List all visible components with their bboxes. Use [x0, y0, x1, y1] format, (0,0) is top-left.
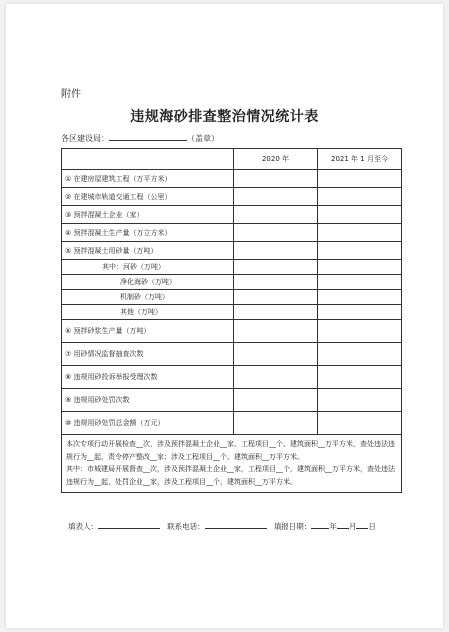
document-title: 违规海砂排查整治情况统计表: [130, 109, 319, 125]
value-cell-2020[interactable]: [234, 412, 318, 435]
filler-label: 填表人：: [68, 522, 98, 531]
row-label: 机制砂（万吨）: [62, 290, 234, 305]
region-line: [61, 132, 219, 144]
table-row: [62, 389, 402, 412]
row-label: 净化海砂（万吨）: [62, 275, 234, 290]
year-blank: [311, 520, 329, 529]
value-cell-2021[interactable]: [318, 206, 402, 224]
seal-label: （盖章）: [187, 134, 219, 143]
row-label: ⑦ 用砂情况监督抽查次数: [62, 343, 234, 366]
document-page: [6, 4, 443, 628]
value-cell-2020[interactable]: [234, 389, 318, 412]
row-label: ⑧ 违规用砂投诉举报受理次数: [62, 366, 234, 389]
month-label: 月: [348, 522, 357, 531]
header-cell-2020: 2020 年: [234, 149, 318, 170]
row-label: ⑥ 预拌砂浆生产量（万吨）: [62, 320, 234, 343]
table-row: [62, 224, 402, 242]
table-row: [62, 305, 402, 320]
table-row: [62, 242, 402, 260]
value-cell-2021[interactable]: [318, 275, 402, 290]
value-cell-2021[interactable]: [318, 170, 402, 188]
value-cell-2021[interactable]: [318, 389, 402, 412]
value-cell-2021[interactable]: [318, 343, 402, 366]
row-label: ⑤ 预拌混凝土用砂量（万吨）: [62, 242, 234, 260]
value-cell-2020[interactable]: [234, 366, 318, 389]
row-label: 其他（万吨）: [62, 305, 234, 320]
day-blank: [356, 520, 368, 529]
value-cell-2020[interactable]: [234, 224, 318, 242]
notes-row: [62, 435, 402, 493]
table-header-row: [62, 149, 402, 170]
table-row: [62, 366, 402, 389]
table-body: [62, 170, 402, 435]
row-label: ③ 预拌混凝土企业（家）: [62, 206, 234, 224]
row-label: ④ 预拌混凝土生产量（万立方米）: [62, 224, 234, 242]
value-cell-2021[interactable]: [318, 290, 402, 305]
table-row: [62, 343, 402, 366]
value-cell-2021[interactable]: [318, 366, 402, 389]
attachment-label: 附件: [61, 89, 81, 100]
value-cell-2020[interactable]: [234, 206, 318, 224]
filler-blank: [98, 520, 160, 529]
value-cell-2020[interactable]: [234, 170, 318, 188]
value-cell-2020[interactable]: [234, 260, 318, 275]
value-cell-2020[interactable]: [234, 343, 318, 366]
value-cell-2021[interactable]: [318, 260, 402, 275]
notes-cell: [62, 435, 402, 493]
value-cell-2021[interactable]: [318, 412, 402, 435]
statistics-table: [61, 148, 402, 493]
table-row: [62, 275, 402, 290]
value-cell-2020[interactable]: [234, 275, 318, 290]
value-cell-2020[interactable]: [234, 305, 318, 320]
value-cell-2020[interactable]: [234, 290, 318, 305]
row-label: ⑨ 违规用砂处罚次数: [62, 389, 234, 412]
value-cell-2020[interactable]: [234, 242, 318, 260]
table-row: [62, 260, 402, 275]
row-label: ① 在建房屋建筑工程（万平方米）: [62, 170, 234, 188]
table-row: [62, 290, 402, 305]
table-row: [62, 206, 402, 224]
row-label: 其中：河砂（万吨）: [62, 260, 234, 275]
value-cell-2020[interactable]: [234, 188, 318, 206]
day-label: 日: [368, 522, 376, 531]
month-blank: [337, 520, 349, 529]
region-blank: [109, 132, 187, 141]
table-row: [62, 320, 402, 343]
year-label: 年: [329, 522, 337, 531]
row-label: ⑩ 违规用砂处罚总金额（万元）: [62, 412, 234, 435]
region-label: 各区建设局：: [61, 134, 109, 143]
value-cell-2021[interactable]: [318, 320, 402, 343]
table-row: [62, 412, 402, 435]
table-row: [62, 170, 402, 188]
notes-paragraph-1: 本次专项行动开展检查__次，涉及预拌混凝土企业__家、工程项目__个、建筑面积__万平方米，查处违法违规行为__起，责令停产整改__家；涉及工程项目__个、建筑面积__万平方米。: [66, 440, 395, 461]
row-label: ② 在建城市轨道交通工程（公里）: [62, 188, 234, 206]
date-label: 填报日期：: [273, 522, 312, 531]
value-cell-2021[interactable]: [318, 224, 402, 242]
footer-line: [68, 520, 376, 532]
table-row: [62, 188, 402, 206]
value-cell-2021[interactable]: [318, 242, 402, 260]
value-cell-2021[interactable]: [318, 305, 402, 320]
phone-blank: [205, 520, 267, 529]
value-cell-2021[interactable]: [318, 188, 402, 206]
value-cell-2020[interactable]: [234, 320, 318, 343]
header-cell-label: [62, 149, 234, 170]
header-cell-2021: 2021 年 1 月至今: [318, 149, 402, 170]
notes-paragraph-2: 其中：市城建局开展督查__次，涉及预拌混凝土企业__家，工程项目__个，建筑面积__万平方米，查处违法违规行为__起，处罚企业__家，涉及工程项目__个，建筑面积__万平方米。: [66, 465, 395, 486]
phone-label: 联系电话：: [167, 522, 205, 531]
